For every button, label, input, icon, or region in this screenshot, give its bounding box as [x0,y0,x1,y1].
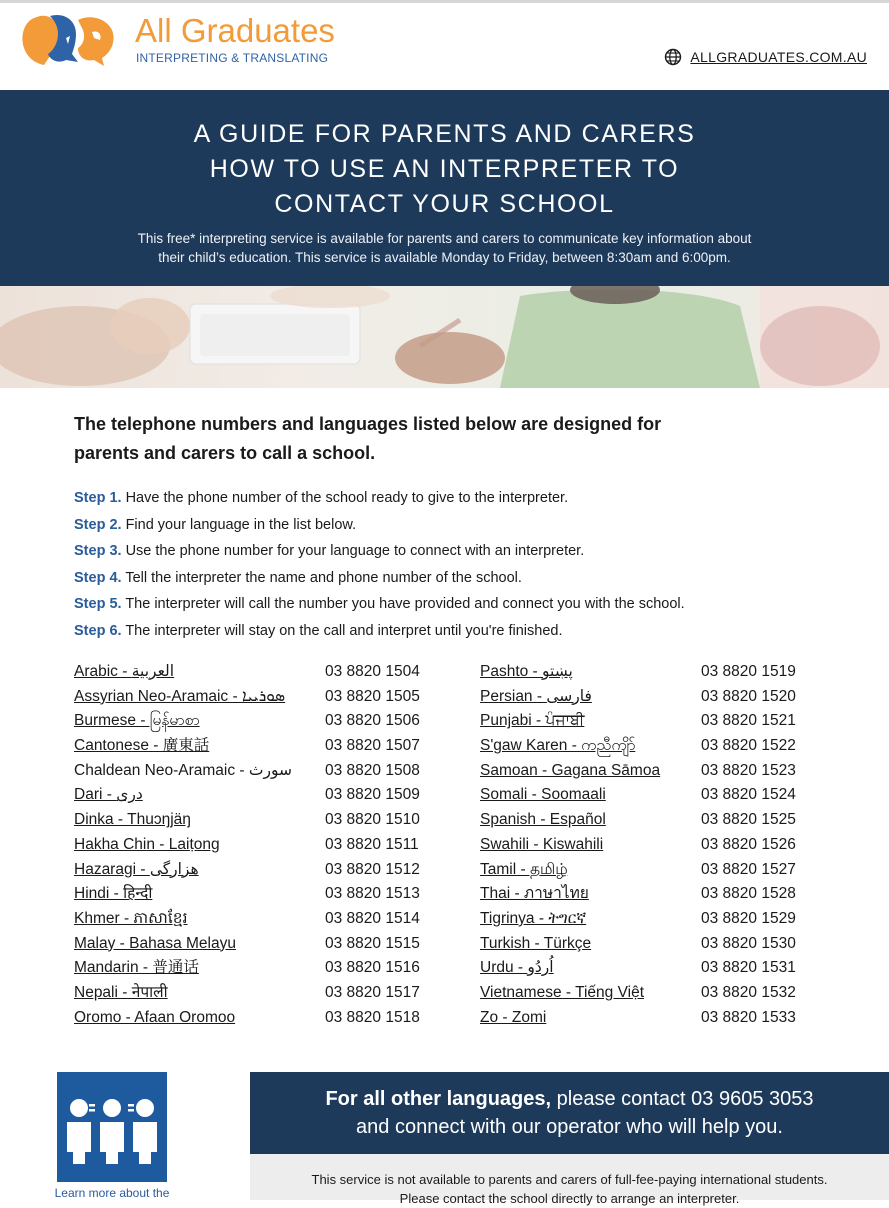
brand-name: All Graduates [135,12,335,49]
step-label: Step 3. [74,543,122,560]
notice-box [250,1154,889,1206]
language-phone: 03 8820 1512 [325,860,420,878]
step-text: The interpreter will call the number you have provided and connect you with the school. [121,596,685,613]
language-phone: 03 8820 1509 [325,786,420,804]
intro-line-1: The telephone numbers and languages listed below are designed for [74,414,662,434]
contact-bold: For all other languages, [325,1088,552,1110]
language-list-right [480,660,820,1030]
hero-subtitle [50,229,839,267]
language-phone: 03 8820 1532 [701,983,796,1001]
language-name[interactable]: Spanish - Español [480,811,606,829]
language-name[interactable]: Thai - ภาษาไทย [480,885,589,903]
language-phone: 03 8820 1525 [701,811,796,829]
language-phone: 03 8820 1510 [325,811,420,829]
language-row [74,981,474,1006]
language-phone: 03 8820 1531 [701,959,796,977]
language-row [480,759,820,784]
language-row [74,759,474,784]
language-name[interactable]: S'gaw Karen - ကညီကျိာ် [480,737,636,755]
language-phone: 03 8820 1520 [701,687,796,705]
language-row [74,808,474,833]
language-phone: 03 8820 1511 [325,835,419,853]
language-name[interactable]: Samoan - Gagana Sāmoa [480,761,661,779]
language-name[interactable]: Khmer - ភាសាខ្មែរ [74,909,188,927]
language-row [480,907,820,932]
language-row [74,956,474,981]
step-text: Find your language in the list below. [121,516,357,533]
language-phone: 03 8820 1517 [325,983,420,1001]
language-name[interactable]: Swahili - Kiswahili [480,835,604,853]
language-name[interactable]: Burmese - မြန်မာစာ [74,712,200,730]
hero-banner [0,90,889,286]
step-item [74,565,854,592]
language-name[interactable]: Urdu - اُردُو [480,959,554,977]
language-name: Chaldean Neo-Aramaic - سورث [74,761,292,779]
language-list-left [74,660,474,1030]
language-row [74,882,474,907]
language-name[interactable]: Oromo - Afaan Oromoo [74,1008,236,1026]
brand-tagline: INTERPRETING & TRANSLATING [136,51,329,65]
language-phone: 03 8820 1533 [701,1008,796,1026]
language-name[interactable]: Dinka - Thuɔŋjäŋ [74,811,191,829]
step-label: Step 5. [74,596,122,613]
contact-line-1 [250,1088,889,1111]
contact-phone-text: please contact 03 9605 3053 [551,1088,814,1110]
language-row [74,685,474,710]
language-phone: 03 8820 1505 [325,687,420,705]
language-phone: 03 8820 1527 [701,860,796,878]
step-label: Step 1. [74,490,122,506]
language-name[interactable]: Nepali - नेपाली [74,983,168,1001]
brand-logo[interactable] [20,8,360,70]
step-text: The interpreter will stay on the call and interpret until you're finished. [121,622,563,639]
language-name[interactable]: Hazaragi - هزارگی [74,860,199,878]
language-row [74,858,474,883]
language-phone: 03 8820 1526 [701,835,796,853]
step-label: Step 6. [74,622,122,639]
language-row [480,981,820,1006]
title-line-1: A GUIDE FOR PARENTS AND CARERS [193,120,696,148]
language-phone: 03 8820 1507 [325,737,420,755]
language-row [74,660,474,685]
step-item [74,591,854,618]
speech-heads-logo-icon [20,10,120,68]
title-line-2: HOW TO USE AN INTERPRETER TO [209,155,680,183]
learn-more-link[interactable]: Learn more about the [54,1186,170,1200]
language-name[interactable]: Zo - Zomi [480,1008,547,1026]
language-phone: 03 8820 1522 [701,737,796,755]
language-name[interactable]: Tigrinya - ትግርኛ [480,909,587,927]
language-name[interactable]: Turkish - Türkçe [480,934,592,952]
step-label: Step 4. [74,569,122,586]
website-label: ALLGRADUATES.COM.AU [690,49,867,65]
language-name[interactable]: Dari - دری [74,786,143,804]
language-row [480,709,820,734]
language-phone: 03 8820 1530 [701,934,796,952]
language-phone: 03 8820 1515 [325,934,420,952]
language-row [74,734,474,759]
language-row [480,734,820,759]
step-item [74,538,854,565]
language-phone: 03 8820 1524 [701,786,796,804]
language-name[interactable]: Pashto - پښتو [480,663,573,680]
language-row [74,709,474,734]
language-row [480,932,820,957]
title-line-3: CONTACT YOUR SCHOOL [274,190,615,218]
language-phone: 03 8820 1518 [325,1008,420,1026]
notice-line-1: This service is not available to parents and carers of full-fee-paying international students. [311,1172,828,1187]
language-phone: 03 8820 1519 [701,663,796,680]
language-name[interactable]: Malay - Bahasa Melayu [74,934,236,952]
language-phone: 03 8820 1523 [701,761,796,779]
language-row [480,1006,820,1031]
language-phone: 03 8820 1521 [701,712,796,730]
contact-banner [250,1072,889,1154]
contact-line-2: and connect with our operator who will help you. [356,1116,783,1138]
language-name[interactable]: Tamil - தமிழ் [480,860,568,878]
language-name[interactable]: Arabic - العربية [74,663,175,680]
language-row [480,685,820,710]
language-phone: 03 8820 1506 [325,712,420,730]
page-title [0,117,889,222]
language-row [74,783,474,808]
language-row [480,956,820,981]
language-name[interactable]: Vietnamese - Tiếng Việt [480,983,644,1001]
language-row [74,833,474,858]
language-row [480,858,820,883]
language-phone: 03 8820 1529 [701,909,796,927]
language-row [480,783,820,808]
website-link[interactable] [664,48,867,66]
intro-line-2: parents and carers to call a school. [74,443,376,463]
language-row [480,833,820,858]
top-border [0,0,889,3]
language-name[interactable]: Mandarin - 普通话 [74,959,199,977]
language-name[interactable]: Somali - Soomaali [480,786,606,804]
classroom-photo [0,286,889,388]
step-item [74,618,854,645]
interpreter-symbol-icon[interactable] [57,1072,167,1182]
language-phone: 03 8820 1514 [325,909,420,927]
language-phone: 03 8820 1504 [325,663,420,680]
language-name[interactable]: Punjabi - ਪੰਜਾਬੀ [480,712,585,730]
subtitle-line-1: This free* interpreting service is available for parents and carers to communicate key information about [137,231,752,246]
language-phone: 03 8820 1513 [325,885,420,903]
step-text: Have the phone number of the school ready to give to the interpreter. [121,490,569,506]
language-row [74,907,474,932]
language-row [74,1006,474,1031]
language-phone: 03 8820 1516 [325,959,420,977]
language-name[interactable]: Hindi - हिन्दी [74,885,153,903]
language-row [480,808,820,833]
globe-icon [664,48,682,66]
step-text: Use the phone number for your language to connect with an interpreter. [121,543,585,560]
language-row [74,932,474,957]
step-text: Tell the interpreter the name and phone number of the school. [121,569,522,586]
language-row [480,882,820,907]
step-item [74,485,854,512]
language-phone: 03 8820 1528 [701,885,796,903]
language-phone: 03 8820 1508 [325,761,420,779]
language-row [480,660,820,685]
language-name[interactable]: Assyrian Neo-Aramaic - ܣܘܪܝܝܐ [74,687,286,705]
language-name[interactable]: Cantonese - 廣東話 [74,737,210,755]
intro-heading [74,410,794,468]
steps-list [74,485,854,645]
subtitle-line-2: their child’s education. This service is available Monday to Friday, between 8:30am and 6:00pm. [158,250,731,265]
language-name[interactable]: Hakha Chin - Laiṭong [74,835,220,853]
step-label: Step 2. [74,516,122,533]
step-item [74,512,854,539]
language-name[interactable]: Persian - فارسی [480,687,592,705]
notice-line-2: Please contact the school directly to arrange an interpreter. [399,1191,740,1206]
